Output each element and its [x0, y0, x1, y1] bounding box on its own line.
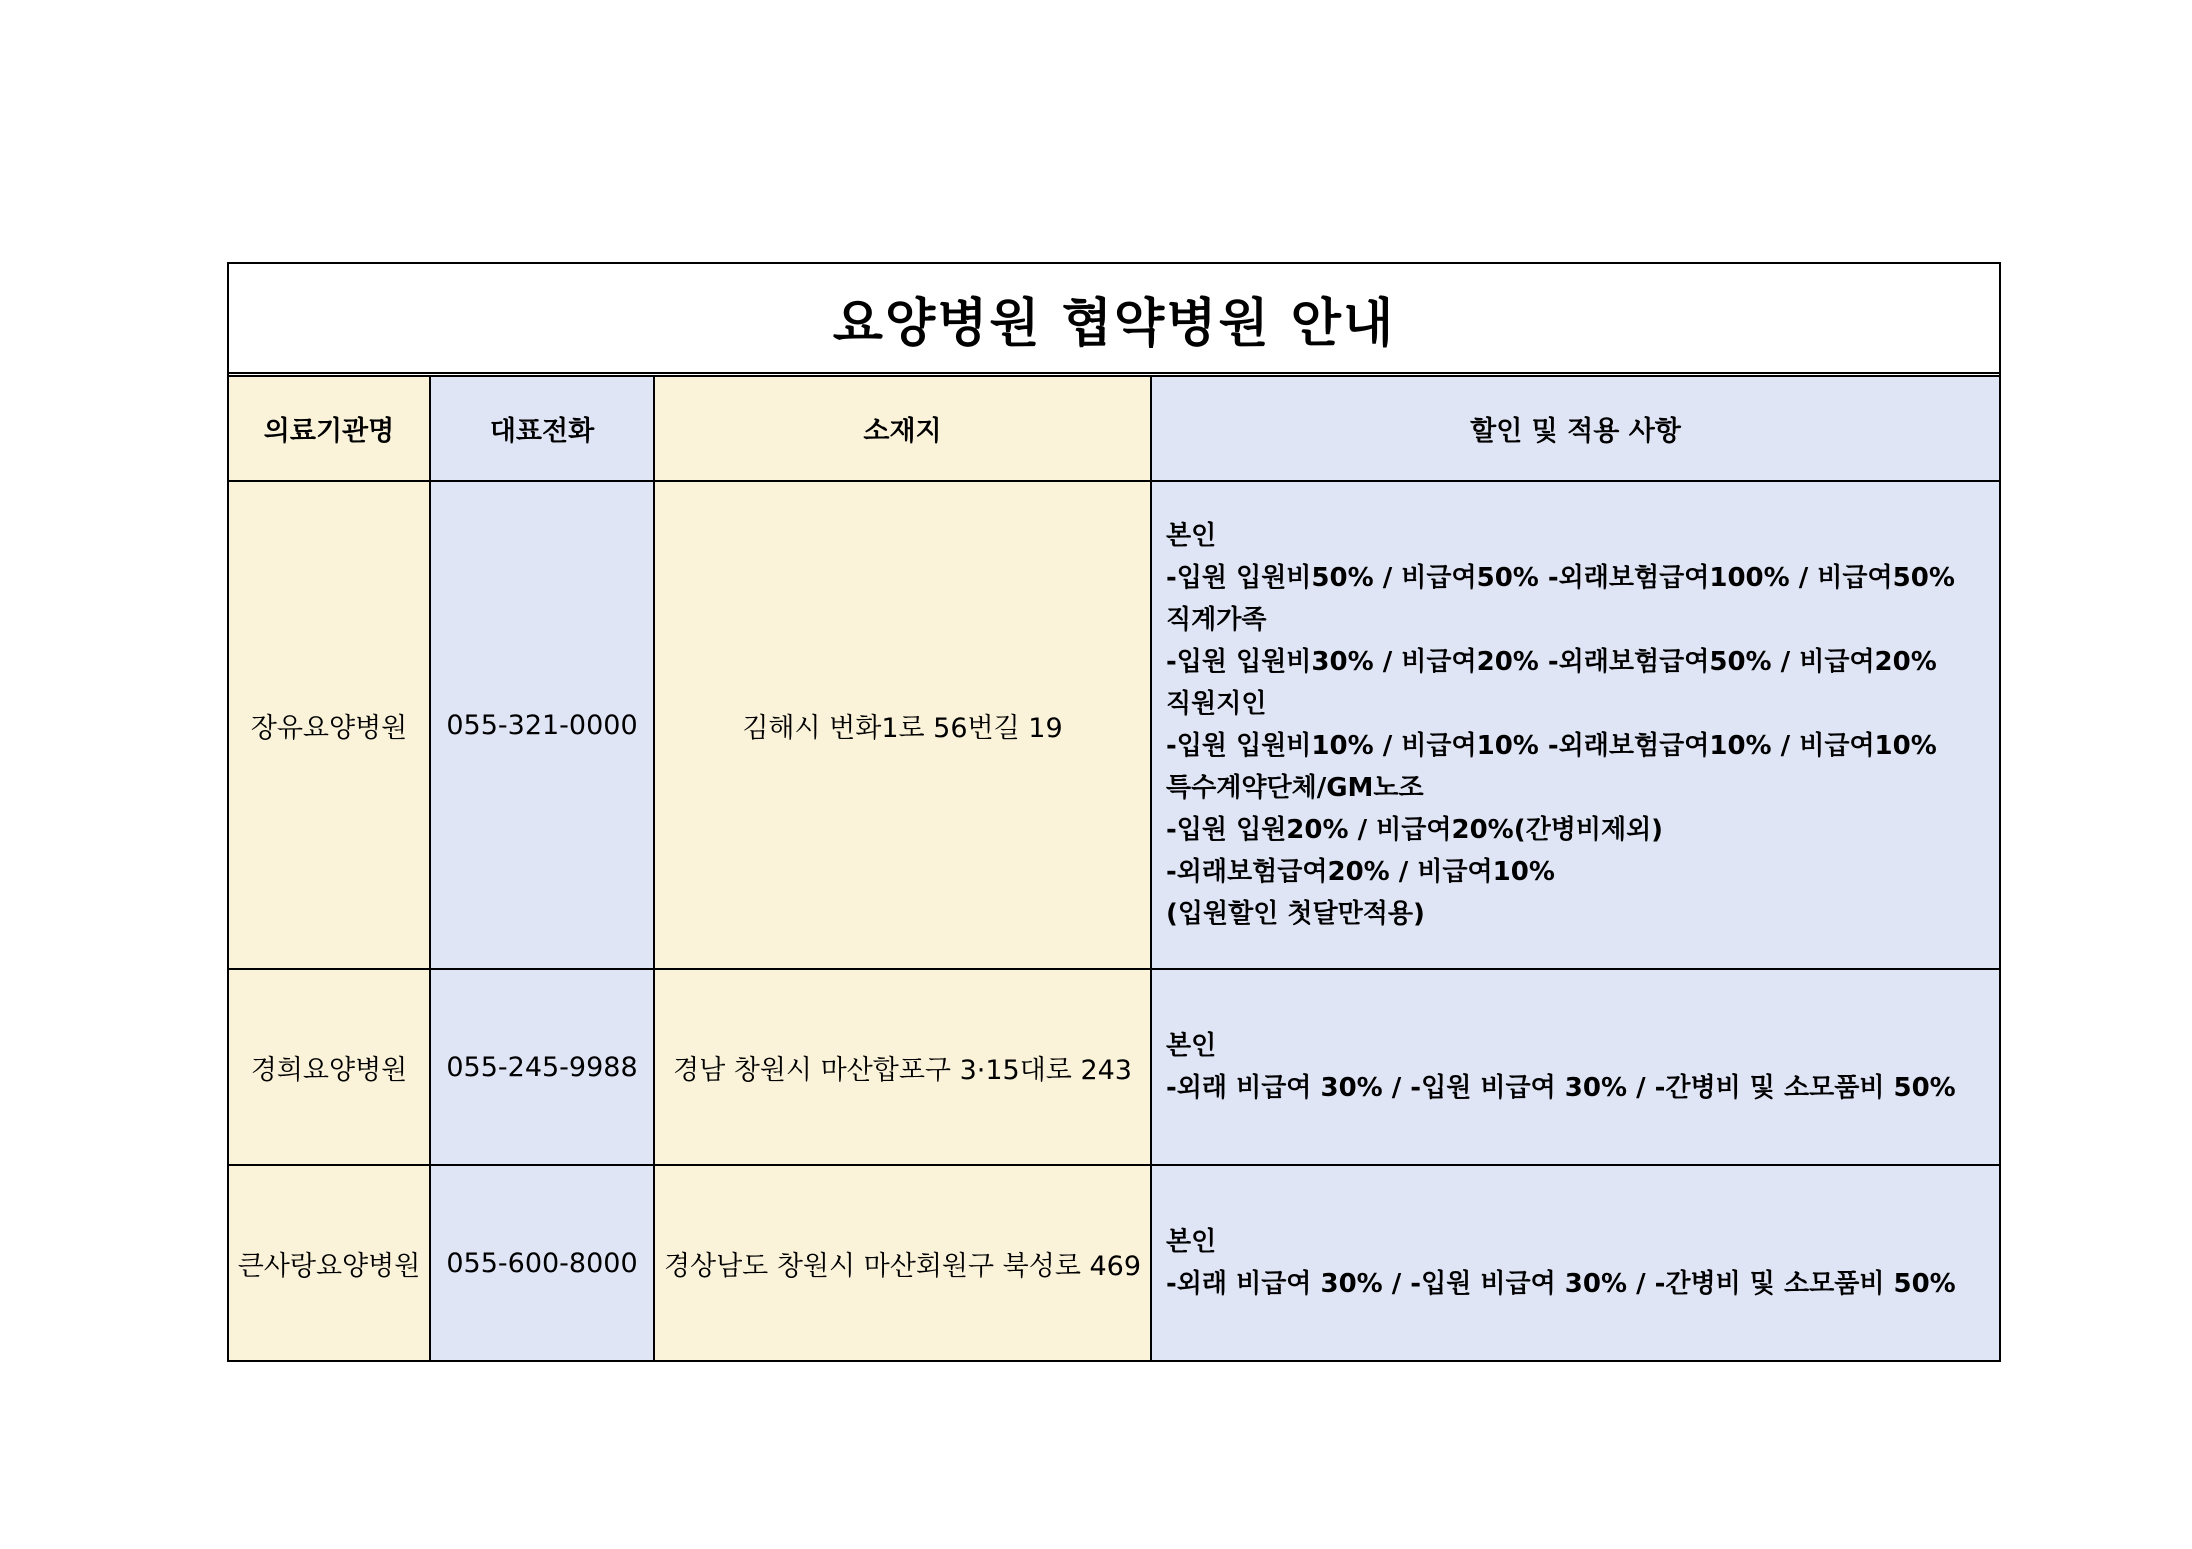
header-name: 의료기관명 — [229, 377, 430, 481]
discount-notes — [1151, 481, 1999, 969]
note-line: -입원 입원비30% / 비급여20% -외래보험급여50% / 비급여20% — [1166, 647, 1937, 677]
hospital-phone: 055-600-8000 — [430, 1165, 654, 1360]
hospital-name: 큰사랑요양병원 — [229, 1165, 430, 1360]
note-line: 직계가족 — [1166, 605, 1267, 635]
hospital-address: 경남 창원시 마산합포구 3·15대로 243 — [654, 969, 1151, 1165]
note-line: 특수계약단체/GM노조 — [1166, 773, 1424, 803]
note-line: (입원할인 첫달만적용) — [1166, 899, 1425, 929]
page-title: 요양병원 협약병원 안내 — [832, 293, 1396, 354]
hospital-agreement-document — [227, 262, 2001, 1362]
table-row — [229, 969, 1999, 1165]
note-line: -입원 입원비50% / 비급여50% -외래보험급여100% / 비급여50% — [1166, 563, 1955, 593]
hospital-address: 김해시 번화1로 56번길 19 — [654, 481, 1151, 969]
note-line: 본인 — [1166, 1227, 1217, 1257]
hospital-address: 경상남도 창원시 마산회원구 북성로 469 — [654, 1165, 1151, 1360]
header-phone: 대표전화 — [430, 377, 654, 481]
note-line: 본인 — [1166, 521, 1217, 551]
note-line: -외래 비급여 30% / -입원 비급여 30% / -간병비 및 소모품비 50% — [1166, 1269, 1956, 1299]
note-line: -입원 입원20% / 비급여20%(간병비제외) — [1166, 815, 1664, 845]
hospital-table — [229, 377, 1999, 1360]
table-row — [229, 1165, 1999, 1360]
note-line: -입원 입원비10% / 비급여10% -외래보험급여10% / 비급여10% — [1166, 731, 1937, 761]
note-line: -외래보험급여20% / 비급여10% — [1166, 857, 1555, 887]
table-header-row — [229, 377, 1999, 481]
note-line: -외래 비급여 30% / -입원 비급여 30% / -간병비 및 소모품비 50% — [1166, 1073, 1956, 1103]
discount-notes — [1151, 1165, 1999, 1360]
title-row — [229, 264, 1999, 377]
hospital-phone: 055-245-9988 — [430, 969, 654, 1165]
note-line: 직원지인 — [1166, 689, 1267, 719]
header-address: 소재지 — [654, 377, 1151, 481]
hospital-phone: 055-321-0000 — [430, 481, 654, 969]
note-line: 본인 — [1166, 1031, 1217, 1061]
discount-notes — [1151, 969, 1999, 1165]
table-row — [229, 481, 1999, 969]
header-discount: 할인 및 적용 사항 — [1151, 377, 1999, 481]
hospital-name: 장유요양병원 — [229, 481, 430, 969]
hospital-name: 경희요양병원 — [229, 969, 430, 1165]
